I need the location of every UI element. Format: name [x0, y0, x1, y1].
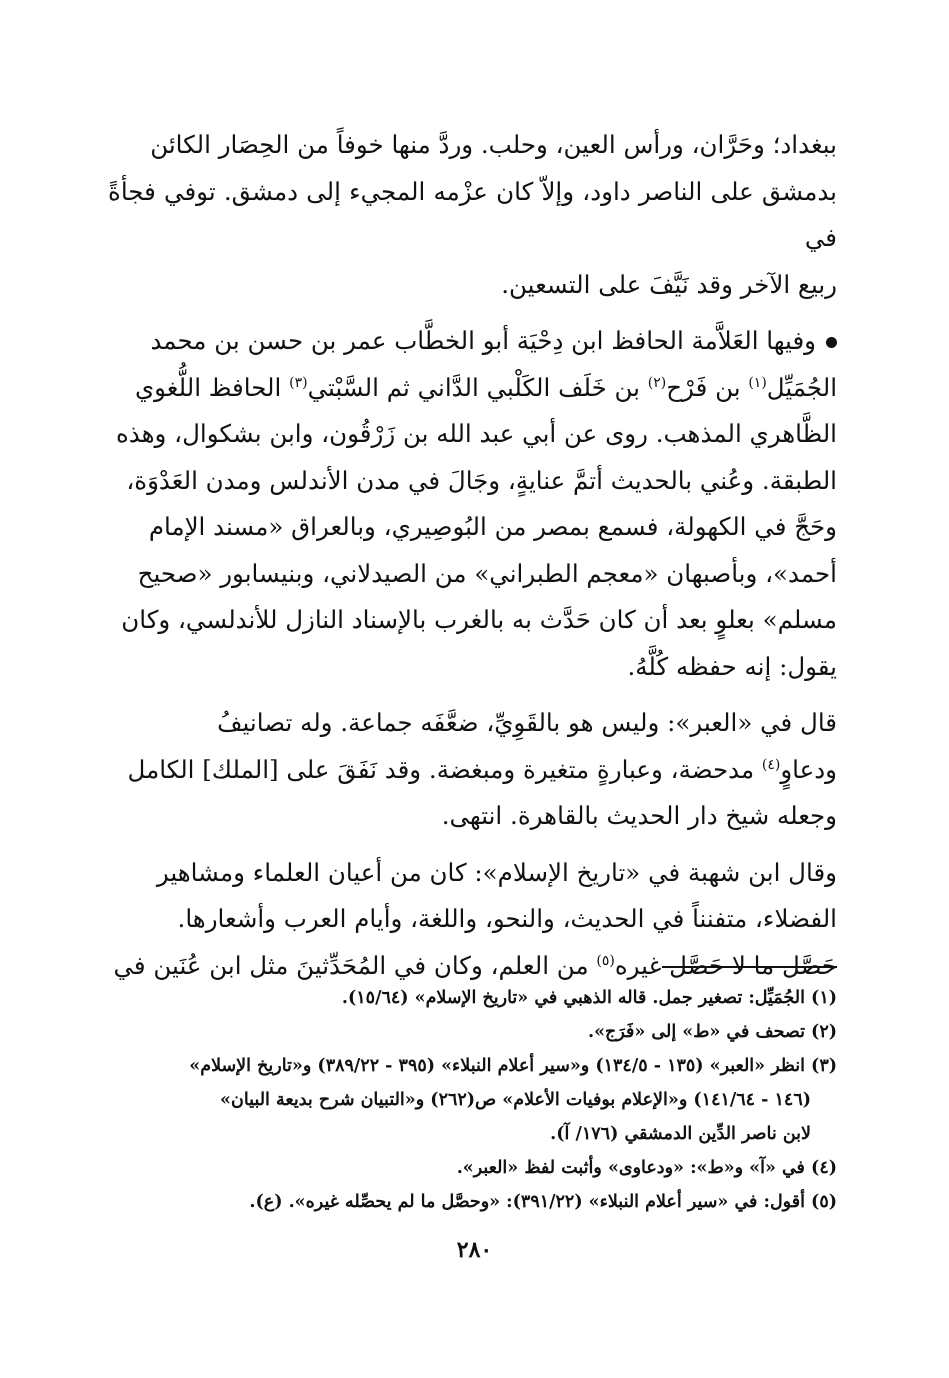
footnote-3: (٣) انظر «العبر» (١٣٥ - ١٣٤/٥) و«سير أعلام النبلاء» (٣٩٥ - ٣٨٩/٢٢) و«تاريخ الإسلام»	[189, 1056, 837, 1076]
text-line	[128, 755, 837, 784]
text-line: يقول: إنه حفظه كُلَّهُ.	[627, 651, 837, 681]
footnote-3-continued: لابن ناصر الدِّين الدمشقي (١٧٦/ آ).	[550, 1124, 811, 1144]
text-line: الطبقة. وعُني بالحديث أتمَّ عنايةٍ، وجَالَ في مدن الأندلس ومدن العَدْوَة،	[126, 465, 837, 495]
footnote-ref-2[interactable]: (٢)	[647, 374, 667, 391]
text-line: مسلم» بعلوٍ بعد أن كان حَدَّث به بالغرب بالإسناد النازل للأندلسي، وكان	[121, 605, 837, 634]
footnote-ref-4[interactable]: (٤)	[761, 756, 781, 773]
footnote-4: (٤) في «آ» و«ط»: «ودعاوى» وأثبت لفظ «العبر».	[456, 1158, 837, 1178]
text-line: بدمشق على الناصر داود، وإلاّ كان عزْمه المجيء إلى دمشق. توفي فجأةً في	[108, 176, 837, 252]
text-span: الجُمَيِّل	[766, 372, 837, 402]
paragraph-3	[108, 700, 837, 840]
text-span: الحافظ اللُّغوي	[134, 372, 290, 402]
footnote-ref-3[interactable]: (٣)	[289, 374, 308, 391]
text-line	[113, 951, 837, 980]
text-line: وجعله شيخ دار الحديث بالقاهرة. انتهى.	[441, 801, 837, 830]
bullet-icon	[826, 337, 837, 348]
text-span: بن فَرْح	[666, 372, 749, 402]
main-text	[108, 122, 837, 989]
text-span: من العلم، وكان في المُحَدِّثينَ مثل ابن عُنَين في	[113, 950, 597, 980]
paragraph-1	[108, 122, 837, 308]
footnote-ref-1[interactable]: (١)	[748, 374, 767, 391]
footnotes	[108, 981, 837, 1219]
text-line: الظَّاهري المذهب. روى عن أبي عبد الله بن زَرْقُون، وابن بشكوال، وهذه	[115, 419, 837, 448]
footnote-ref-5[interactable]: (٥)	[596, 952, 615, 969]
text-line: وقال ابن شهبة في «تاريخ الإسلام»: كان من أعيان العلماء ومشاهير	[156, 857, 837, 887]
text-span: حَصَّل ما لا حَصَّل غيره	[614, 950, 837, 980]
footnote-2: (٢) تصحف في «ط» إلى «فَرَج».	[588, 1022, 837, 1042]
page-number: ٢٨٠	[456, 1237, 493, 1263]
footnote-separator	[662, 966, 837, 968]
text-line: قال في «العبر»: وليس هو بالقَوِيِّ، ضعَّفَه جماعة. وله تصانيفُ	[217, 708, 837, 737]
footnote-5: (٥) أقول: في «سير أعلام النبلاء» (٣٩١/٢٢): «وحصَّل ما لم يحصِّله غيره». (ع).	[249, 1192, 837, 1212]
text-line: وحَجَّ في الكهولة، فسمع بمصر من البُوصِيري، وبالعراق «مسند الإمام	[148, 512, 837, 541]
footnote-3-continued: (١٤٦ - ١٤١/٦٤) و«الإعلام بوفيات الأعلام» ص(٢٦٢) و«التبيان شرح بديعة البيان»	[220, 1090, 811, 1110]
paragraph-2	[108, 318, 837, 690]
text-span: مدحضة، وعبارةٍ متغيرة ومبغضة. وقد نَفَقَ على [الملك] الكامل	[127, 754, 762, 784]
text-line: وفيها العَلاَّمة الحافظ ابن دِحْيَة أبو الخطَّاب عمر بن حسن بن محمد	[150, 326, 816, 355]
text-line: الفضلاء، متفنناً في الحديث، والنحو، واللغة، وأيام العرب وأشعارها.	[177, 904, 837, 933]
text-line: ربيع الآخر وقد نَيَّفَ على التسعين.	[501, 269, 837, 299]
paragraph-4	[108, 850, 837, 990]
text-span: ودعاوٍ	[780, 754, 837, 784]
footnote-1: (١) الجُمَيِّل: تصغير جمل. قاله الذهبي في «تاريخ الإسلام» (١٥/٦٤).	[341, 988, 837, 1008]
text-line	[135, 373, 837, 402]
text-line: ببغداد؛ وحَرَّان، ورأس العين، وحلب. وردَّ منها خوفاً من الحِصَار الكائن	[150, 130, 837, 159]
text-line: أحمد»، وبأصبهان «معجم الطبراني» من الصيدلاني، وبنيسابور «صحيح	[137, 558, 837, 588]
text-span: بن خَلَف الكَلْبي الدَّاني ثم السَّبْتي	[307, 372, 648, 402]
